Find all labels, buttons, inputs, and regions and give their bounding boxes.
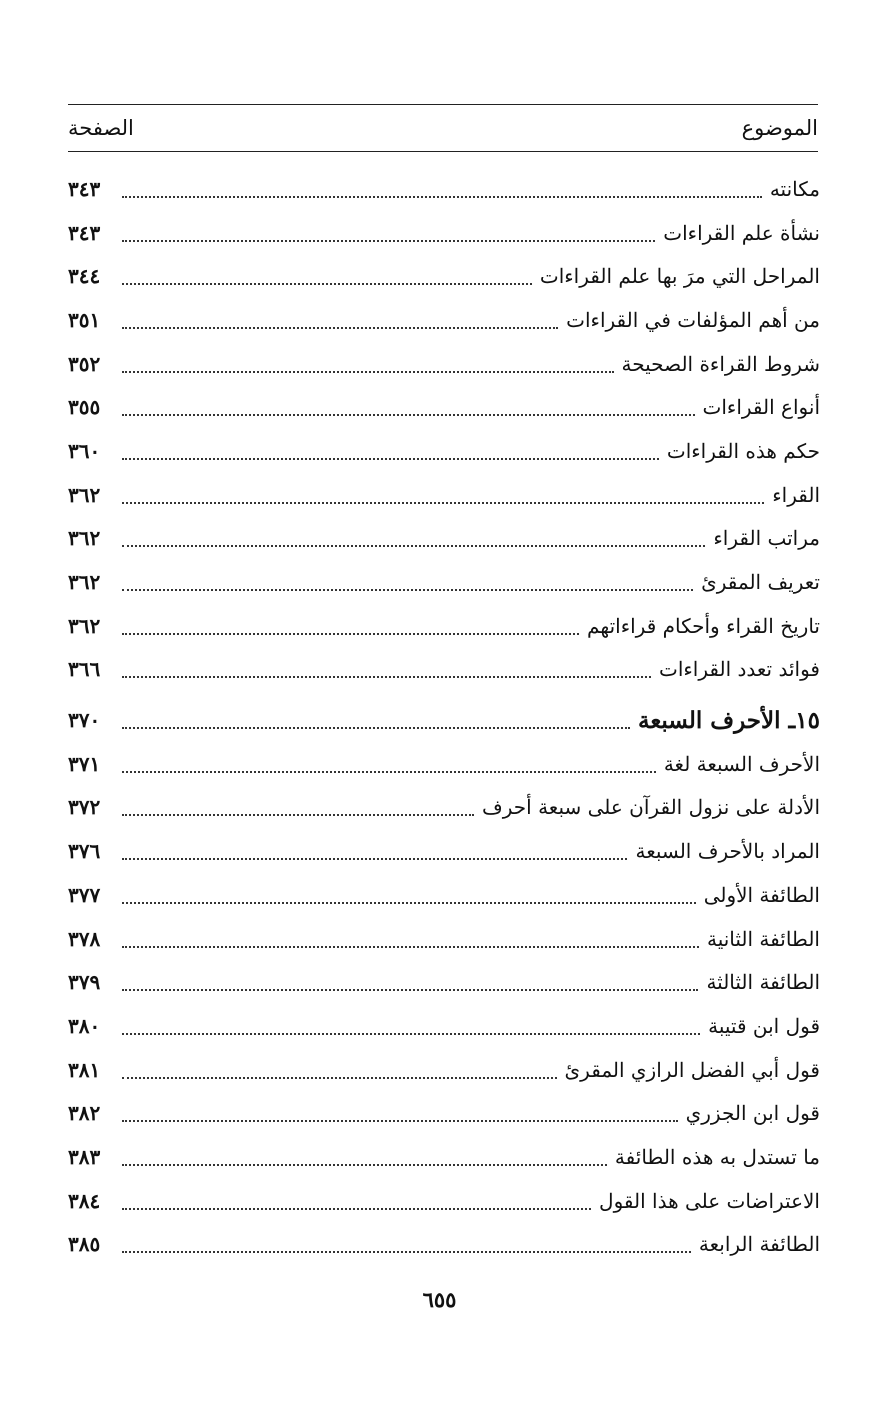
toc-entry-title: المراد بالأحرف السبعة <box>635 839 820 864</box>
toc-entry-page: ٣٥١ <box>68 307 101 332</box>
toc-section-heading-row <box>68 698 820 742</box>
toc-entry-row <box>68 1091 820 1135</box>
toc-entry-title: فوائد تعدد القراءات <box>659 657 820 682</box>
toc-entry-title: الأدلة على نزول القرآن على سبعة أحرف <box>482 795 820 820</box>
toc-entry-title: نشأة علم القراءات <box>663 220 820 245</box>
toc-entry-row <box>68 960 820 1004</box>
toc-entry-row <box>68 604 820 648</box>
toc-entry-page: ٣٧٨ <box>68 926 101 951</box>
toc-entry-page: ٣٦٠ <box>68 438 101 463</box>
toc-entry-row <box>68 429 820 473</box>
toc-entry-title: حكم هذه القراءات <box>666 438 820 463</box>
toc-header <box>68 104 818 152</box>
toc-list <box>68 167 820 1266</box>
toc-entry-page: ٣٨٣ <box>68 1144 101 1169</box>
toc-entry-page: ٣٦٦ <box>68 657 101 682</box>
toc-entry-page: ٣٨٠ <box>68 1013 101 1038</box>
toc-entry-title: ما تستدل به هذه الطائفة <box>614 1144 820 1169</box>
toc-entry-title: الأحرف السبعة لغة <box>663 751 820 776</box>
dot-leader <box>122 371 614 373</box>
toc-entry-row <box>68 1223 820 1267</box>
dot-leader <box>122 196 762 198</box>
toc-entry-page: ٣٦٢ <box>68 526 101 551</box>
toc-entry-title: الاعتراضات على هذا القول <box>599 1188 820 1213</box>
toc-entry-row <box>68 211 820 255</box>
dot-leader <box>122 946 699 948</box>
toc-entry-page: ٣٤٣ <box>68 176 101 201</box>
toc-entry-row <box>68 1004 820 1048</box>
dot-leader <box>122 1251 691 1253</box>
toc-entry-page: ٣٧٢ <box>68 795 101 820</box>
toc-entry-title: المراحل التي مرَ بها علم القراءات <box>539 264 820 289</box>
toc-entry-title: الطائفة الثانية <box>706 926 820 951</box>
toc-entry-page: ٣٧٠ <box>68 708 101 733</box>
toc-entry-title: قول ابن الجزري <box>685 1101 820 1126</box>
toc-entry-title: مكانته <box>769 176 820 201</box>
toc-entry-row <box>68 1179 820 1223</box>
toc-entry-row <box>68 742 820 786</box>
page-number: ٦٥٥ <box>422 1287 457 1312</box>
toc-entry-page: ٣٨٢ <box>68 1101 101 1126</box>
dot-leader <box>122 458 659 460</box>
toc-entry-row <box>68 473 820 517</box>
page-column-label: الصفحة <box>68 115 134 140</box>
dot-leader <box>122 676 651 678</box>
toc-entry-title: شروط القراءة الصحيحة <box>621 351 820 376</box>
toc-entry-page: ٣٨١ <box>68 1057 101 1082</box>
toc-entry-page: ٣٨٤ <box>68 1188 101 1213</box>
toc-entry-row <box>68 298 820 342</box>
toc-entry-title: الطائفة الثالثة <box>706 970 820 995</box>
dot-leader <box>122 589 693 591</box>
toc-entry-page: ٣٦٢ <box>68 613 101 638</box>
toc-entry-page: ٣٥٥ <box>68 395 101 420</box>
toc-entry-title: قول ابن قتيبة <box>708 1013 820 1038</box>
dot-leader <box>122 633 579 635</box>
toc-entry-page: ٣٧١ <box>68 751 101 776</box>
toc-entry-row <box>68 560 820 604</box>
toc-entry-title: الطائفة الأولى <box>703 882 820 907</box>
toc-entry-row <box>68 385 820 429</box>
toc-entry-title: قول أبي الفضل الرازي المقرئ <box>564 1057 820 1082</box>
toc-entry-page: ٣٥٢ <box>68 351 101 376</box>
toc-entry-row <box>68 829 820 873</box>
toc-entry-row <box>68 873 820 917</box>
toc-entry-row <box>68 917 820 961</box>
dot-leader <box>122 414 695 416</box>
toc-entry-page: ٣٧٦ <box>68 839 101 864</box>
dot-leader <box>122 1208 591 1210</box>
toc-entry-row <box>68 1048 820 1092</box>
toc-entry-title: من أهم المؤلفات في القراءات <box>566 307 820 332</box>
toc-entry-row <box>68 786 820 830</box>
dot-leader <box>122 240 655 242</box>
toc-entry-page: ٣٧٩ <box>68 970 101 995</box>
dot-leader <box>122 814 474 816</box>
toc-entry-title: تاريخ القراء وأحكام قراءاتهم <box>587 613 820 638</box>
toc-entry-page: ٣٦٢ <box>68 570 101 595</box>
dot-leader <box>122 771 656 773</box>
dot-leader <box>122 1120 678 1122</box>
dot-leader <box>122 858 627 860</box>
toc-entry-page: ٣٤٤ <box>68 264 101 289</box>
toc-entry-page: ٣٦٢ <box>68 482 101 507</box>
dot-leader <box>122 989 698 991</box>
toc-entry-page: ٣٤٣ <box>68 220 101 245</box>
dot-leader <box>122 727 630 729</box>
toc-entry-title: الطائفة الرابعة <box>698 1232 820 1257</box>
toc-entry-page: ٣٨٥ <box>68 1232 101 1257</box>
toc-entry-row <box>68 1135 820 1179</box>
dot-leader <box>122 327 558 329</box>
toc-entry-title: تعريف المقرئ <box>701 570 820 595</box>
dot-leader <box>122 902 696 904</box>
toc-entry-page: ٣٧٧ <box>68 882 101 907</box>
dot-leader <box>122 283 532 285</box>
toc-entry-row <box>68 648 820 692</box>
toc-entry-title: القراء <box>772 482 820 507</box>
toc-entry-row <box>68 167 820 211</box>
toc-entry-row <box>68 517 820 561</box>
dot-leader <box>122 1164 607 1166</box>
toc-entry-row <box>68 342 820 386</box>
toc-entry-title: أنواع القراءات <box>702 395 820 420</box>
dot-leader <box>122 1033 700 1035</box>
dot-leader <box>122 1077 557 1079</box>
dot-leader <box>122 502 764 504</box>
toc-entry-row <box>68 254 820 298</box>
toc-entry-title: ١٥ـ الأحرف السبعة <box>637 706 820 734</box>
topic-column-label: الموضوع <box>741 115 818 140</box>
dot-leader <box>122 545 705 547</box>
toc-entry-title: مراتب القراء <box>713 526 820 551</box>
